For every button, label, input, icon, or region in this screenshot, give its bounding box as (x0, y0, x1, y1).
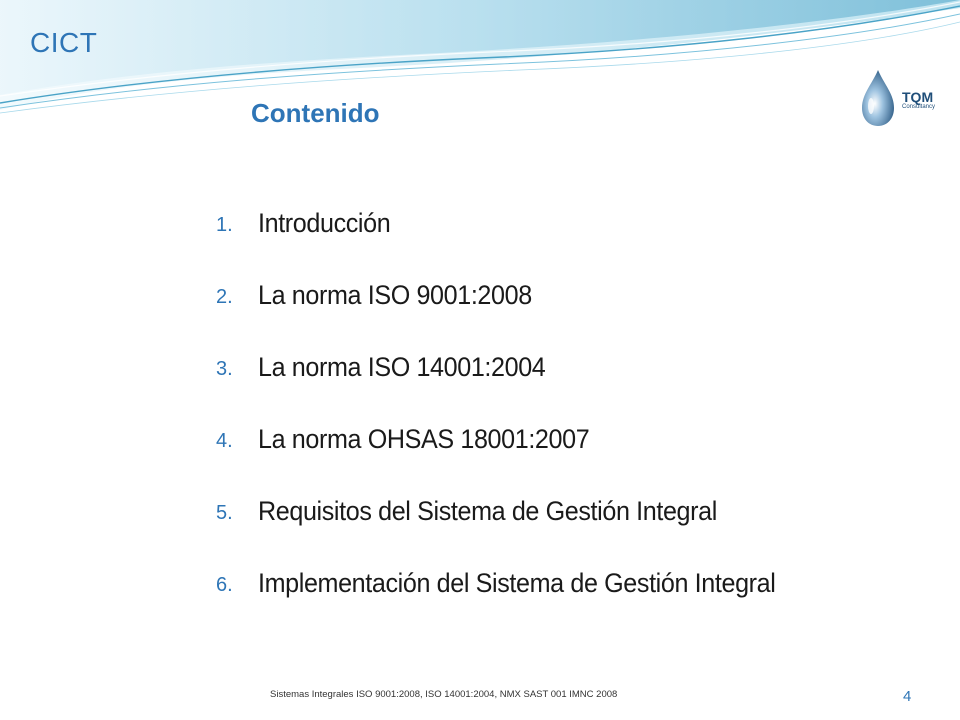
agenda-item (216, 568, 814, 640)
header-swoosh-decoration (0, 0, 960, 130)
agenda-list (216, 208, 814, 640)
agenda-item-number: 1. (216, 214, 233, 236)
agenda-item (216, 424, 814, 496)
water-drop-icon (854, 66, 902, 128)
agenda-item-number: 5. (216, 502, 233, 524)
agenda-item-number: 4. (216, 430, 233, 452)
company-logo (852, 66, 936, 128)
agenda-item-number: 6. (216, 574, 233, 596)
page-number: 4 (903, 688, 912, 705)
footer-text: Sistemas Integrales ISO 9001:2008, ISO 14001:2004, NMX SAST 001 IMNC 2008 (270, 689, 618, 700)
slide-title: Contenido (251, 98, 380, 128)
agenda-item (216, 496, 814, 568)
agenda-item (216, 280, 814, 352)
agenda-item-label: Implementación del Sistema de Gestión Integral (258, 568, 776, 598)
agenda-item-label: La norma OHSAS 18001:2007 (258, 424, 590, 454)
logo-wordmark: TQM (902, 89, 934, 105)
agenda-item-label: Requisitos del Sistema de Gestión Integral (258, 496, 717, 526)
agenda-item (216, 208, 814, 280)
agenda-item-label: La norma ISO 14001:2004 (258, 352, 546, 382)
agenda-item (216, 352, 814, 424)
agenda-item-label: Introducción (258, 208, 391, 238)
logo-subtitle: Consultancy (902, 104, 936, 110)
agenda-item-label: La norma ISO 9001:2008 (258, 280, 532, 310)
brand-name: CICT (30, 27, 98, 58)
agenda-item-number: 3. (216, 358, 233, 380)
agenda-item-number: 2. (216, 286, 233, 308)
